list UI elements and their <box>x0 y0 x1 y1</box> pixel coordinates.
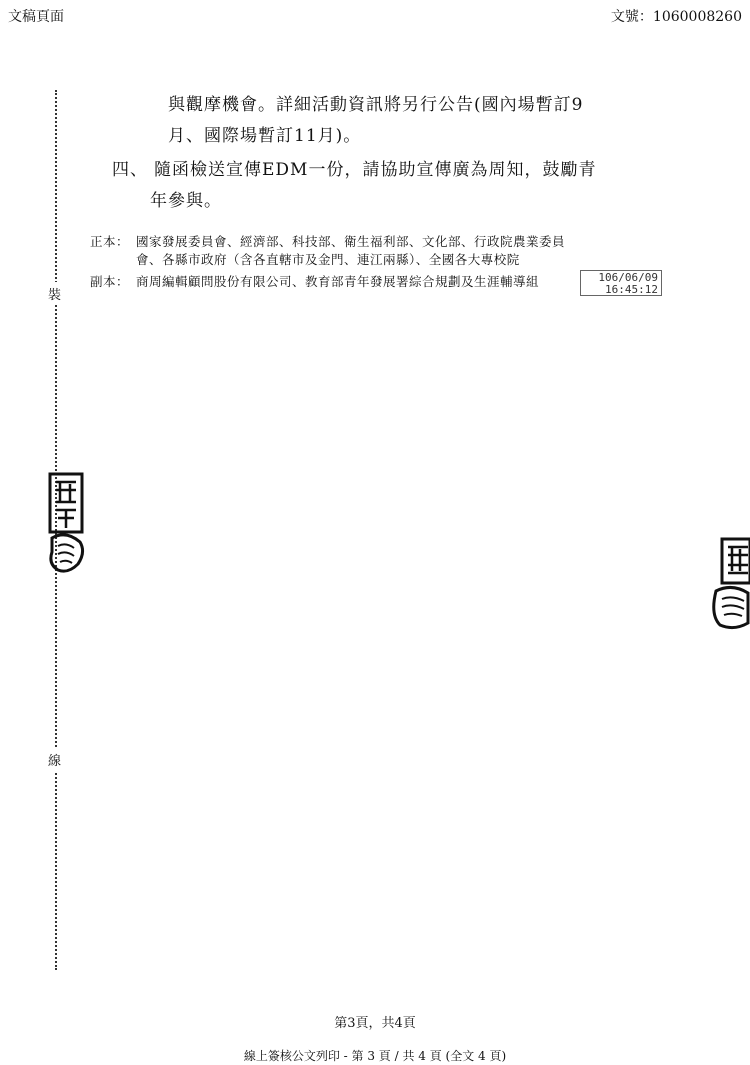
print-footer: 線上簽核公文列印 - 第 3 頁 / 共 4 頁 (全文 4 頁) <box>243 1049 507 1063</box>
paragraph-continuation <box>168 90 668 152</box>
paragraph-line: 隨函檢送宣傳EDM一份，請協助宣傳廣為周知，鼓勵青 <box>154 160 597 180</box>
paragraph-line: 年參與。 <box>150 191 222 211</box>
distribution-main-label: 正本： <box>90 234 130 249</box>
timestamp-date: 106/06/09 <box>598 271 658 284</box>
binding-char-bottom: 線 <box>48 748 61 771</box>
item-number: 四、 <box>112 160 148 180</box>
distribution-line: 國家發展委員會、經濟部、科技部、衛生福利部、文化部、行政院農業委員 <box>136 234 566 249</box>
item-four <box>112 155 672 217</box>
binding-char-top: 裝 <box>48 282 61 305</box>
distribution-main <box>90 233 680 269</box>
distribution-line: 商周編輯顧問股份有限公司、教育部青年發展署綜合規劃及生涯輔導組 <box>136 274 540 289</box>
distribution-copy <box>90 273 590 291</box>
seal-stamp-left <box>46 470 86 580</box>
header-doc-type: 文稿頁面 <box>8 9 64 25</box>
seal-stamp-right <box>708 535 750 630</box>
header-doc-number: 文號：1060008260 <box>610 9 742 25</box>
paragraph-line: 與觀摩機會。詳細活動資訊將另行公告(國內場暫訂9 <box>168 95 584 115</box>
paragraph-line: 月、國際場暫訂11月)。 <box>168 126 362 146</box>
distribution-copy-label: 副本： <box>90 274 130 289</box>
distribution-line: 會、各縣市政府（含各直轄市及金門、連江兩縣）、全國各大專校院 <box>136 252 520 267</box>
electronic-timestamp <box>580 270 662 296</box>
timestamp-time: 16:45:12 <box>605 283 658 296</box>
page-number: 第3頁，共4頁 <box>334 1016 416 1031</box>
